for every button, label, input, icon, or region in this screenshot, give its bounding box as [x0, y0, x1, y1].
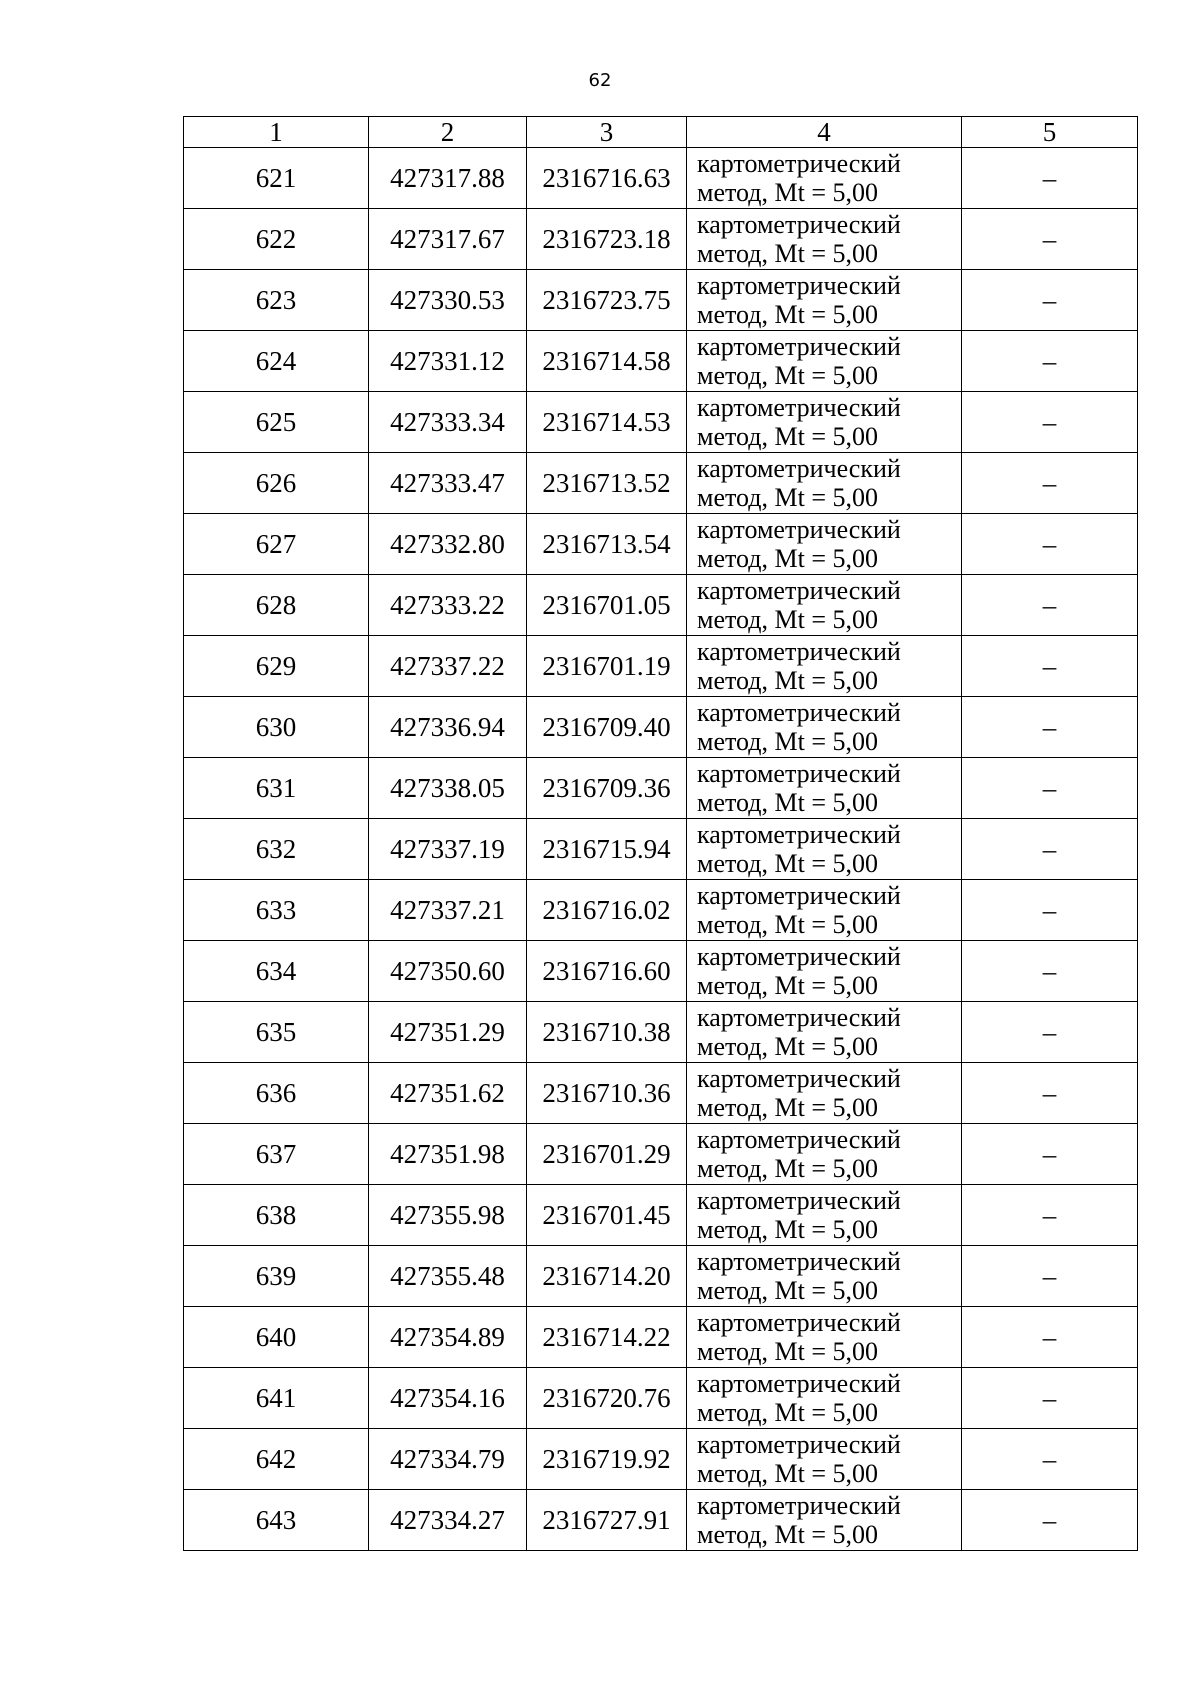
- x-coordinate-cell: 427350.60: [369, 941, 527, 1002]
- method-line-2: метод, Mt = 5,00: [697, 727, 878, 756]
- table-row: [184, 331, 1138, 392]
- method-line-1: картометрический: [697, 1491, 901, 1520]
- point-number-cell: 640: [184, 1307, 369, 1368]
- note-cell: –: [962, 1429, 1138, 1490]
- method-cell: [687, 1124, 962, 1185]
- method-line-1: картометрический: [697, 637, 901, 666]
- method-line-2: метод, Mt = 5,00: [697, 1520, 878, 1549]
- note-cell: –: [962, 941, 1138, 1002]
- x-coordinate-cell: 427351.62: [369, 1063, 527, 1124]
- note-cell: –: [962, 1490, 1138, 1551]
- method-cell: [687, 148, 962, 209]
- x-coordinate-cell: 427338.05: [369, 758, 527, 819]
- method-line-2: метод, Mt = 5,00: [697, 178, 878, 207]
- header-col-1: 1: [184, 117, 369, 148]
- method-cell: [687, 1307, 962, 1368]
- method-cell: [687, 1368, 962, 1429]
- note-cell: –: [962, 1246, 1138, 1307]
- table-row: [184, 270, 1138, 331]
- x-coordinate-cell: 427351.98: [369, 1124, 527, 1185]
- y-coordinate-cell: 2316716.63: [527, 148, 687, 209]
- y-coordinate-cell: 2316709.40: [527, 697, 687, 758]
- method-line-2: метод, Mt = 5,00: [697, 971, 878, 1000]
- header-col-2: 2: [369, 117, 527, 148]
- x-coordinate-cell: 427354.89: [369, 1307, 527, 1368]
- y-coordinate-cell: 2316719.92: [527, 1429, 687, 1490]
- method-cell: [687, 1246, 962, 1307]
- point-number-cell: 634: [184, 941, 369, 1002]
- table-row: [184, 880, 1138, 941]
- header-col-5: 5: [962, 117, 1138, 148]
- note-cell: –: [962, 1368, 1138, 1429]
- y-coordinate-cell: 2316701.45: [527, 1185, 687, 1246]
- method-line-2: метод, Mt = 5,00: [697, 422, 878, 451]
- method-line-2: метод, Mt = 5,00: [697, 605, 878, 634]
- method-line-2: метод, Mt = 5,00: [697, 1154, 878, 1183]
- point-number-cell: 629: [184, 636, 369, 697]
- y-coordinate-cell: 2316716.60: [527, 941, 687, 1002]
- method-cell: [687, 1063, 962, 1124]
- table-row: [184, 1307, 1138, 1368]
- note-cell: –: [962, 392, 1138, 453]
- note-cell: –: [962, 1307, 1138, 1368]
- method-cell: [687, 636, 962, 697]
- point-number-cell: 630: [184, 697, 369, 758]
- point-number-cell: 632: [184, 819, 369, 880]
- method-cell: [687, 514, 962, 575]
- x-coordinate-cell: 427333.22: [369, 575, 527, 636]
- method-cell: [687, 1185, 962, 1246]
- y-coordinate-cell: 2316701.19: [527, 636, 687, 697]
- note-cell: –: [962, 1185, 1138, 1246]
- table-row: [184, 575, 1138, 636]
- method-cell: [687, 697, 962, 758]
- method-cell: [687, 392, 962, 453]
- y-coordinate-cell: 2316701.29: [527, 1124, 687, 1185]
- x-coordinate-cell: 427317.67: [369, 209, 527, 270]
- y-coordinate-cell: 2316727.91: [527, 1490, 687, 1551]
- table-row: [184, 514, 1138, 575]
- note-cell: –: [962, 1002, 1138, 1063]
- method-cell: [687, 453, 962, 514]
- point-number-cell: 624: [184, 331, 369, 392]
- method-line-1: картометрический: [697, 515, 901, 544]
- x-coordinate-cell: 427336.94: [369, 697, 527, 758]
- method-line-2: метод, Mt = 5,00: [697, 666, 878, 695]
- method-line-1: картометрический: [697, 332, 901, 361]
- y-coordinate-cell: 2316710.36: [527, 1063, 687, 1124]
- method-line-2: метод, Mt = 5,00: [697, 239, 878, 268]
- method-cell: [687, 1490, 962, 1551]
- table-row: [184, 209, 1138, 270]
- method-line-2: метод, Mt = 5,00: [697, 849, 878, 878]
- point-number-cell: 631: [184, 758, 369, 819]
- method-cell: [687, 880, 962, 941]
- method-line-1: картометрический: [697, 1003, 901, 1032]
- method-line-2: метод, Mt = 5,00: [697, 544, 878, 573]
- table-row: [184, 1063, 1138, 1124]
- table-row: [184, 941, 1138, 1002]
- header-col-4: 4: [687, 117, 962, 148]
- method-line-2: метод, Mt = 5,00: [697, 788, 878, 817]
- method-line-2: метод, Mt = 5,00: [697, 1215, 878, 1244]
- table-row: [184, 636, 1138, 697]
- point-number-cell: 623: [184, 270, 369, 331]
- x-coordinate-cell: 427355.48: [369, 1246, 527, 1307]
- note-cell: –: [962, 575, 1138, 636]
- point-number-cell: 642: [184, 1429, 369, 1490]
- note-cell: –: [962, 148, 1138, 209]
- method-cell: [687, 819, 962, 880]
- method-cell: [687, 1429, 962, 1490]
- x-coordinate-cell: 427331.12: [369, 331, 527, 392]
- x-coordinate-cell: 427317.88: [369, 148, 527, 209]
- point-number-cell: 633: [184, 880, 369, 941]
- y-coordinate-cell: 2316723.18: [527, 209, 687, 270]
- method-cell: [687, 575, 962, 636]
- method-line-1: картометрический: [697, 1430, 901, 1459]
- method-line-1: картометрический: [697, 1369, 901, 1398]
- x-coordinate-cell: 427333.47: [369, 453, 527, 514]
- x-coordinate-cell: 427334.79: [369, 1429, 527, 1490]
- method-line-1: картометрический: [697, 820, 901, 849]
- y-coordinate-cell: 2316720.76: [527, 1368, 687, 1429]
- y-coordinate-cell: 2316714.58: [527, 331, 687, 392]
- method-line-2: метод, Mt = 5,00: [697, 361, 878, 390]
- note-cell: –: [962, 819, 1138, 880]
- method-line-1: картометрический: [697, 1247, 901, 1276]
- note-cell: –: [962, 453, 1138, 514]
- table-body: [184, 148, 1138, 1551]
- table-row: [184, 1368, 1138, 1429]
- point-number-cell: 639: [184, 1246, 369, 1307]
- table-row: [184, 453, 1138, 514]
- point-number-cell: 621: [184, 148, 369, 209]
- point-number-cell: 622: [184, 209, 369, 270]
- x-coordinate-cell: 427334.27: [369, 1490, 527, 1551]
- method-line-2: метод, Mt = 5,00: [697, 1337, 878, 1366]
- method-line-1: картометрический: [697, 271, 901, 300]
- table-header-row: [184, 117, 1138, 148]
- table-row: [184, 1002, 1138, 1063]
- note-cell: –: [962, 636, 1138, 697]
- point-number-cell: 626: [184, 453, 369, 514]
- method-cell: [687, 270, 962, 331]
- page-number: 62: [588, 70, 612, 91]
- table-row: [184, 697, 1138, 758]
- method-line-2: метод, Mt = 5,00: [697, 1093, 878, 1122]
- note-cell: –: [962, 270, 1138, 331]
- method-line-2: метод, Mt = 5,00: [697, 300, 878, 329]
- method-line-1: картометрический: [697, 942, 901, 971]
- method-line-1: картометрический: [697, 393, 901, 422]
- y-coordinate-cell: 2316714.53: [527, 392, 687, 453]
- y-coordinate-cell: 2316723.75: [527, 270, 687, 331]
- method-line-1: картометрический: [697, 1125, 901, 1154]
- table-row: [184, 819, 1138, 880]
- method-line-1: картометрический: [697, 1308, 901, 1337]
- table-row: [184, 758, 1138, 819]
- note-cell: –: [962, 758, 1138, 819]
- point-number-cell: 628: [184, 575, 369, 636]
- x-coordinate-cell: 427330.53: [369, 270, 527, 331]
- x-coordinate-cell: 427332.80: [369, 514, 527, 575]
- table-row: [184, 1490, 1138, 1551]
- header-col-3: 3: [527, 117, 687, 148]
- note-cell: –: [962, 514, 1138, 575]
- y-coordinate-cell: 2316715.94: [527, 819, 687, 880]
- coordinates-table: [183, 116, 1138, 1551]
- y-coordinate-cell: 2316709.36: [527, 758, 687, 819]
- table-row: [184, 1185, 1138, 1246]
- method-cell: [687, 941, 962, 1002]
- method-line-1: картометрический: [697, 881, 901, 910]
- table-row: [184, 392, 1138, 453]
- table-row: [184, 1429, 1138, 1490]
- y-coordinate-cell: 2316710.38: [527, 1002, 687, 1063]
- y-coordinate-cell: 2316714.22: [527, 1307, 687, 1368]
- point-number-cell: 643: [184, 1490, 369, 1551]
- method-line-2: метод, Mt = 5,00: [697, 910, 878, 939]
- x-coordinate-cell: 427354.16: [369, 1368, 527, 1429]
- point-number-cell: 627: [184, 514, 369, 575]
- x-coordinate-cell: 427337.21: [369, 880, 527, 941]
- method-line-2: метод, Mt = 5,00: [697, 1032, 878, 1061]
- method-cell: [687, 331, 962, 392]
- method-line-1: картометрический: [697, 1064, 901, 1093]
- table-row: [184, 1124, 1138, 1185]
- point-number-cell: 641: [184, 1368, 369, 1429]
- method-line-1: картометрический: [697, 576, 901, 605]
- x-coordinate-cell: 427355.98: [369, 1185, 527, 1246]
- note-cell: –: [962, 331, 1138, 392]
- table-row: [184, 148, 1138, 209]
- point-number-cell: 638: [184, 1185, 369, 1246]
- table-row: [184, 1246, 1138, 1307]
- method-line-2: метод, Mt = 5,00: [697, 1459, 878, 1488]
- note-cell: –: [962, 1063, 1138, 1124]
- note-cell: –: [962, 209, 1138, 270]
- x-coordinate-cell: 427337.22: [369, 636, 527, 697]
- x-coordinate-cell: 427333.34: [369, 392, 527, 453]
- x-coordinate-cell: 427337.19: [369, 819, 527, 880]
- y-coordinate-cell: 2316713.52: [527, 453, 687, 514]
- x-coordinate-cell: 427351.29: [369, 1002, 527, 1063]
- method-cell: [687, 1002, 962, 1063]
- point-number-cell: 637: [184, 1124, 369, 1185]
- y-coordinate-cell: 2316714.20: [527, 1246, 687, 1307]
- note-cell: –: [962, 697, 1138, 758]
- method-line-2: метод, Mt = 5,00: [697, 483, 878, 512]
- method-line-1: картометрический: [697, 759, 901, 788]
- point-number-cell: 625: [184, 392, 369, 453]
- point-number-cell: 636: [184, 1063, 369, 1124]
- y-coordinate-cell: 2316713.54: [527, 514, 687, 575]
- y-coordinate-cell: 2316701.05: [527, 575, 687, 636]
- y-coordinate-cell: 2316716.02: [527, 880, 687, 941]
- note-cell: –: [962, 1124, 1138, 1185]
- method-line-1: картометрический: [697, 454, 901, 483]
- method-line-1: картометрический: [697, 149, 901, 178]
- method-line-1: картометрический: [697, 210, 901, 239]
- point-number-cell: 635: [184, 1002, 369, 1063]
- method-cell: [687, 209, 962, 270]
- method-line-2: метод, Mt = 5,00: [697, 1398, 878, 1427]
- method-line-2: метод, Mt = 5,00: [697, 1276, 878, 1305]
- method-line-1: картометрический: [697, 698, 901, 727]
- method-line-1: картометрический: [697, 1186, 901, 1215]
- method-cell: [687, 758, 962, 819]
- note-cell: –: [962, 880, 1138, 941]
